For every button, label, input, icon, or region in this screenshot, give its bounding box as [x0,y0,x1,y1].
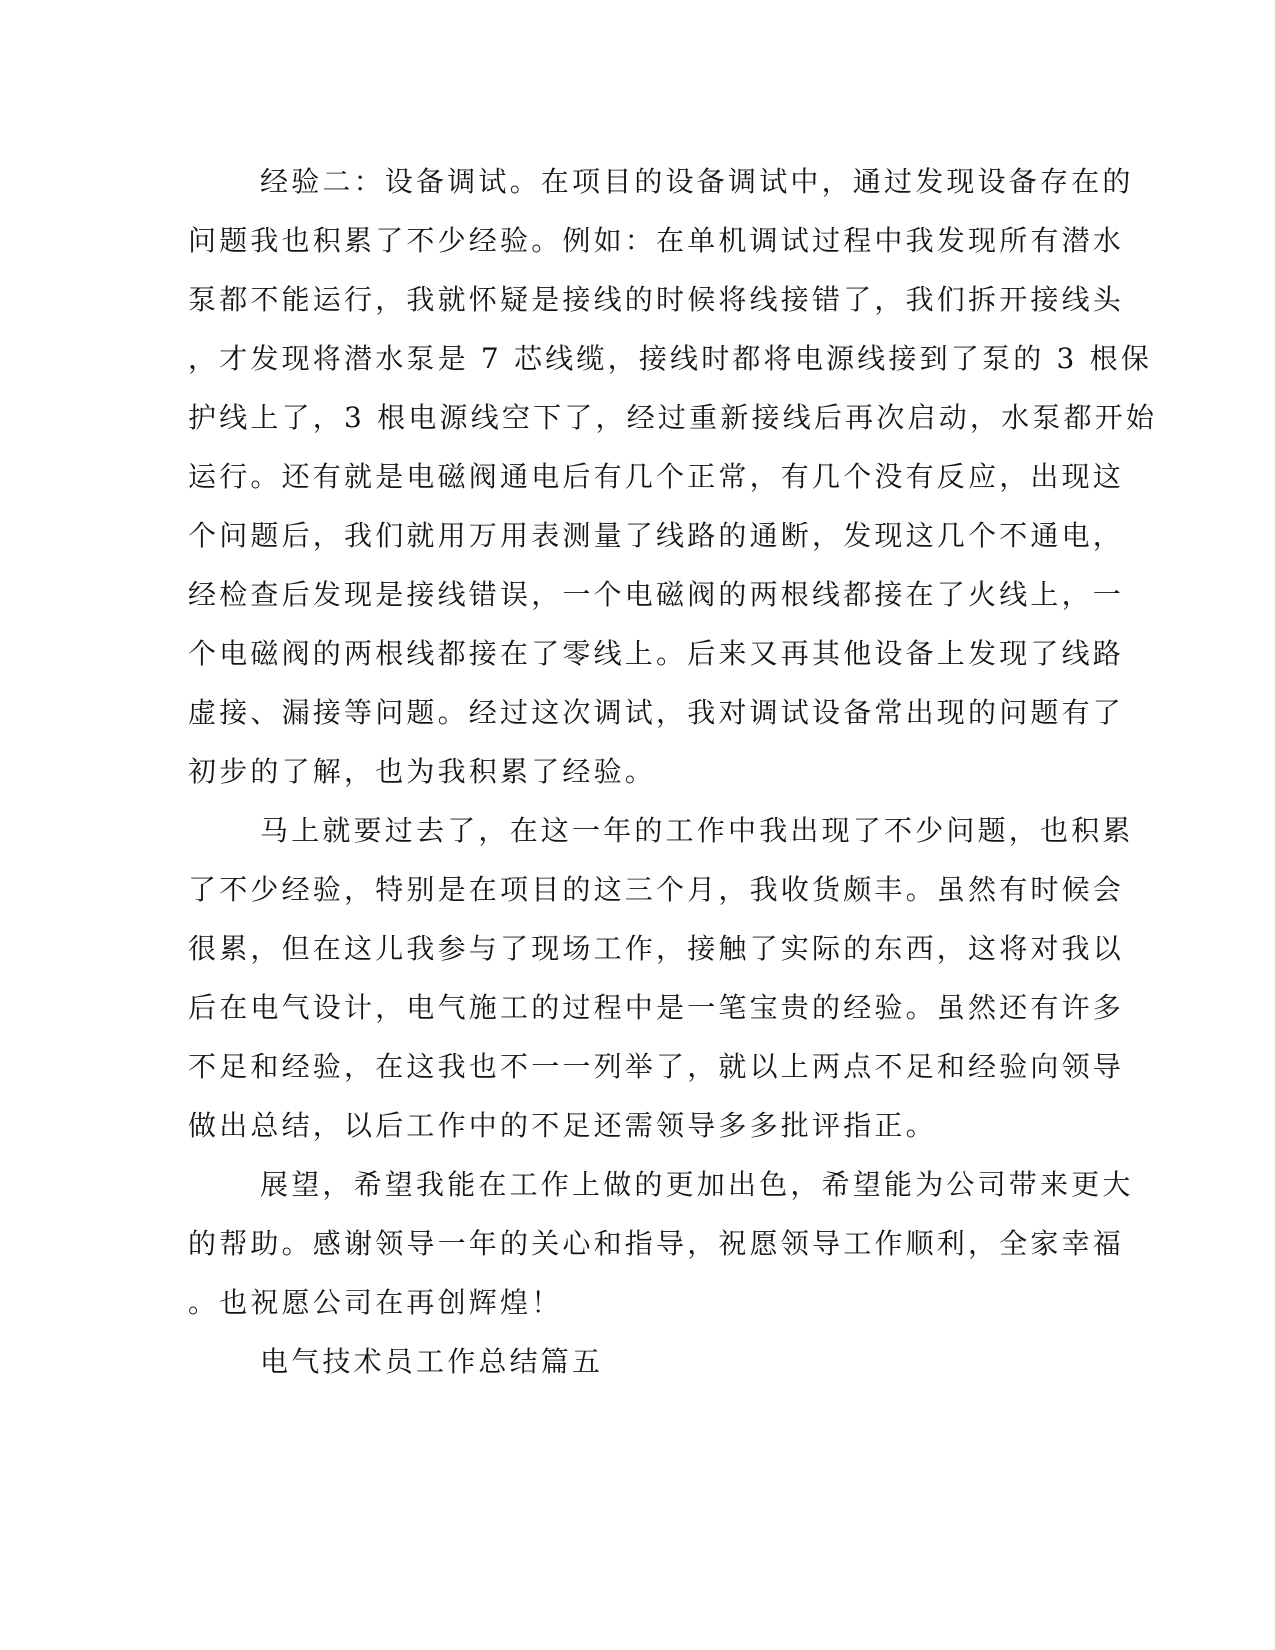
paragraph-3-line-2: 的帮助。感谢领导一年的关心和指导，祝愿领导工作顺利，全家幸福 [188,1227,1125,1260]
paragraph-1-line-3: 泵都不能运行，我就怀疑是接线的时候将线接错了，我们拆开接线头 [188,283,1125,316]
paragraph-2-line-6: 做出总结，以后工作中的不足还需领导多多批评指正。 [188,1109,937,1142]
paragraph-1-line-11: 初步的了解，也为我积累了经验。 [188,755,657,788]
paragraph-2-line-1: 马上就要过去了，在这一年的工作中我出现了不少问题，也积累 [260,814,1134,847]
paragraph-1-line-4: ，才发现将潜水泵是 7 芯线缆，接线时都将电源线接到了泵的 3 根保 [188,342,1153,375]
paragraph-1-line-1: 经验二：设备调试。在项目的设备调试中，通过发现设备存在的 [260,165,1134,198]
paragraph-1-line-6: 运行。还有就是电磁阀通电后有几个正常，有几个没有反应，出现这 [188,460,1125,493]
paragraph-1-line-8: 经检查后发现是接线错误，一个电磁阀的两根线都接在了火线上，一 [188,578,1125,611]
paragraph-3-line-3: 。也祝愿公司在再创辉煌！ [188,1286,563,1319]
paragraph-1-line-2: 问题我也积累了不少经验。例如：在单机调试过程中我发现所有潜水 [188,224,1125,257]
paragraph-1-line-5: 护线上了，3 根电源线空下了，经过重新接线后再次启动，水泵都开始 [188,401,1158,434]
paragraph-1-line-7: 个问题后，我们就用万用表测量了线路的通断，发现这几个不通电， [188,519,1125,552]
paragraph-2-line-2: 了不少经验，特别是在项目的这三个月，我收货颇丰。虽然有时候会 [188,873,1125,906]
paragraph-2-line-5: 不足和经验，在这我也不一一列举了，就以上两点不足和经验向领导 [188,1050,1125,1083]
paragraph-1-line-9: 个电磁阀的两根线都接在了零线上。后来又再其他设备上发现了线路 [188,637,1125,670]
section-heading: 电气技术员工作总结篇五 [260,1345,604,1378]
paragraph-1-line-10: 虚接、漏接等问题。经过这次调试，我对调试设备常出现的问题有了 [188,696,1125,729]
paragraph-2-line-3: 很累，但在这儿我参与了现场工作，接触了实际的东西，这将对我以 [188,932,1125,965]
paragraph-2-line-4: 后在电气设计，电气施工的过程中是一笔宝贵的经验。虽然还有许多 [188,991,1125,1024]
paragraph-3-line-1: 展望，希望我能在工作上做的更加出色，希望能为公司带来更大 [260,1168,1134,1201]
